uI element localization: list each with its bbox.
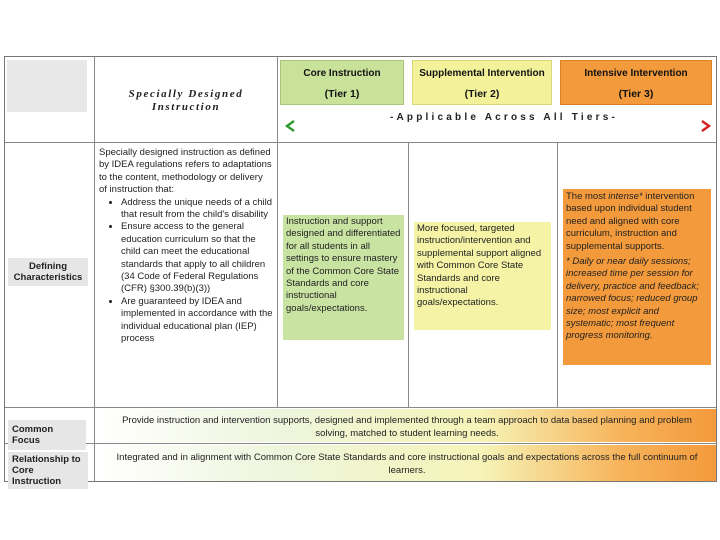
relationship-label: Relationship to Core Instruction [8, 452, 88, 489]
sdi-definition [99, 147, 273, 346]
tier1-header [280, 60, 404, 105]
sdi-bullet-unique-needs: • Address the unique needs of a child that result from the child's disability [121, 197, 273, 222]
applicable-across-tiers-label: -Applicable Across All Tiers- [389, 112, 619, 123]
tier3-desc-end: intervention based upon individual student need and aligned with core curriculum, instruction and supplemental supports. [566, 191, 695, 252]
common-focus-label: Common Focus [8, 420, 86, 450]
row-divider-defining [5, 407, 716, 408]
tier2-description: More focused, targeted instruction/intervention and supplemental support aligned with Common Core State Standards and core instructional goals/expectations. [414, 222, 551, 330]
tier3-desc-intense: intense* [608, 191, 643, 202]
sdi-column-title: Specially Designed Instruction [128, 88, 244, 113]
tier3-desc-start: The most [566, 191, 609, 202]
row-divider-header [5, 142, 716, 143]
relationship-text: Integrated and in alignment with Common Core State Standards and core instructional goals and expectations across the full continuum of learners. [116, 452, 698, 476]
tier3-number: (Tier 3) [618, 88, 654, 100]
tier1-name: Core Instruction [303, 68, 381, 79]
common-focus-text: Provide instruction and intervention supports, designed and implemented through a team approach to data based planning and problem solving, matched to student learning needs. [122, 415, 692, 439]
sdi-bullet-access: • Ensure access to the general education curriculum so that the child can meet the educational standards that apply to all children (34 Code of Federal Regulations (CFR) §300.39(b)(3)) [121, 221, 273, 295]
tier3-header [560, 60, 712, 105]
header-corner-cell [7, 60, 87, 112]
sdi-bullet-guaranteed: • Are guaranteed by IDEA and implemented in accordance with the individual educational plan (IEP) process [121, 296, 273, 346]
tier3-intensity-note: * Daily or near daily sessions; increased time per session for delivery, practice and feedback; narrowed focus; reduced group size; most explicit and systematic; most frequent progress monitoring. [566, 256, 699, 342]
tier1-number: (Tier 1) [324, 88, 360, 100]
tier2-number: (Tier 2) [464, 88, 500, 100]
column-divider-label [94, 57, 95, 481]
double-headed-arrow-icon [284, 120, 712, 132]
tier1-description: Instruction and support designed and differentiated for all students in all settings to ensure mastery of the Common Core State Standards and core instructional goals/expectations. [283, 215, 404, 340]
row-divider-focus [5, 443, 716, 444]
column-divider-sdi [277, 57, 278, 407]
column-divider-tier1 [408, 142, 409, 407]
tier3-description [563, 189, 711, 365]
sdi-intro: Specially designed instruction as defined by IDEA regulations refers to adaptations to the content, methodology or delivery of instruction that: [99, 147, 272, 196]
sdi-bullet-list [99, 197, 273, 346]
tier2-name: Supplemental Intervention [419, 68, 545, 79]
column-divider-tier2 [557, 142, 558, 407]
tier3-name: Intensive Intervention [584, 68, 688, 79]
tier2-header [412, 60, 552, 105]
defining-characteristics-label: Defining Characteristics [8, 258, 88, 286]
